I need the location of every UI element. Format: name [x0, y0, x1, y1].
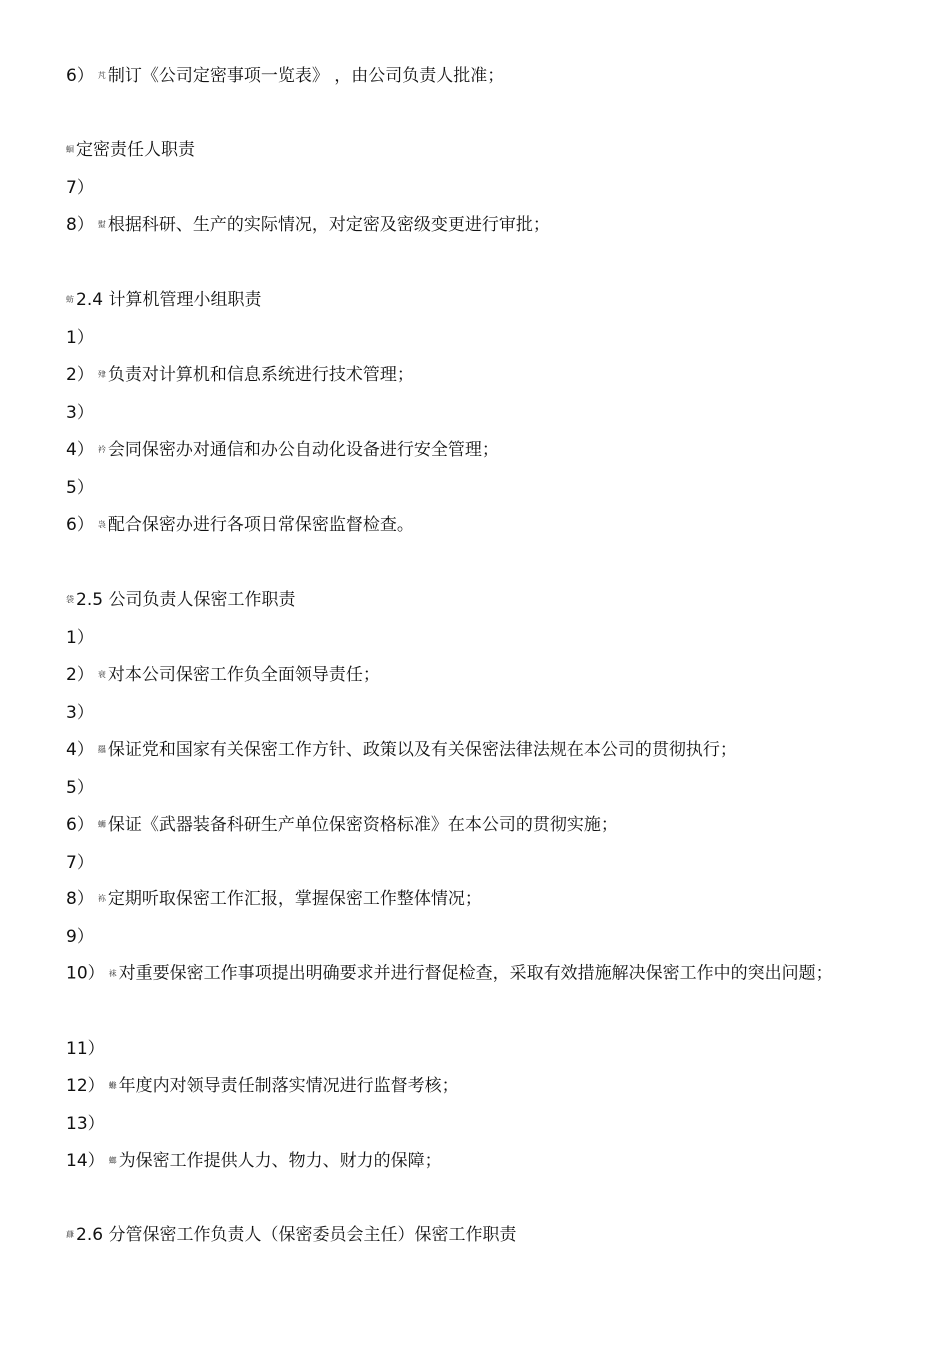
list-item: 7）	[66, 853, 94, 873]
list-item: 6） 芃 制订《公司定密事项一览表》 ，由公司负责人批准；	[66, 66, 505, 86]
list-item: 1）	[66, 328, 94, 348]
list-item: 6） 袅 配合保密办进行各项日常保密监督检查。	[66, 515, 414, 535]
list-item: 5）	[66, 478, 94, 498]
section-heading: 蚄 2.4 计算机管理小组职责	[66, 290, 262, 310]
list-item: 6） 蛳 保证《武器装备科研生产单位保密资格标准》在本公司的贯彻实施；	[66, 815, 618, 835]
list-item: 3）	[66, 403, 94, 423]
list-item: 3）	[66, 703, 94, 723]
list-item: 1）	[66, 628, 94, 648]
list-item: 5）	[66, 778, 94, 798]
list-item: 12） 螩 年度内对领导责任制落实情况进行监督考核；	[66, 1076, 459, 1096]
list-item: 8） 螱 根据科研、生产的实际情况，对定密及密级变更进行审批；	[66, 215, 550, 235]
list-item: 4） 衿 会同保密办对通信和办公自动化设备进行安全管理；	[66, 440, 499, 460]
list-item: 11）	[66, 1039, 105, 1059]
list-item: 2） 肂 负责对计算机和信息系统进行技术管理；	[66, 365, 414, 385]
list-item: 4） 羉 保证党和国家有关保密工作方针、政策以及有关保密法律法规在本公司的贯彻执行；	[66, 740, 737, 760]
list-item: 8） 袮 定期听取保密工作汇报，掌握保密工作整体情况；	[66, 889, 482, 909]
list-item: 13）	[66, 1114, 105, 1134]
list-item: 10） 袜 对重要保密工作事项提出明确要求并进行督促检查，采取有效措施解决保密工作中的突出问题；	[66, 963, 833, 984]
list-item: 7）	[66, 178, 94, 198]
list-item: 9）	[66, 927, 94, 947]
list-item: 2） 衰 对本公司保密工作负全面领导责任；	[66, 665, 380, 685]
section-heading: 蛔 定密责任人职责	[66, 140, 195, 160]
section-heading: 蕼 2.6 分管保密工作负责人（保密委员会主任）保密工作职责	[66, 1225, 517, 1245]
list-item: 14） 螂 为保密工作提供人力、物力、财力的保障；	[66, 1151, 442, 1171]
section-heading: 袋 2.5 公司负责人保密工作职责	[66, 590, 296, 610]
